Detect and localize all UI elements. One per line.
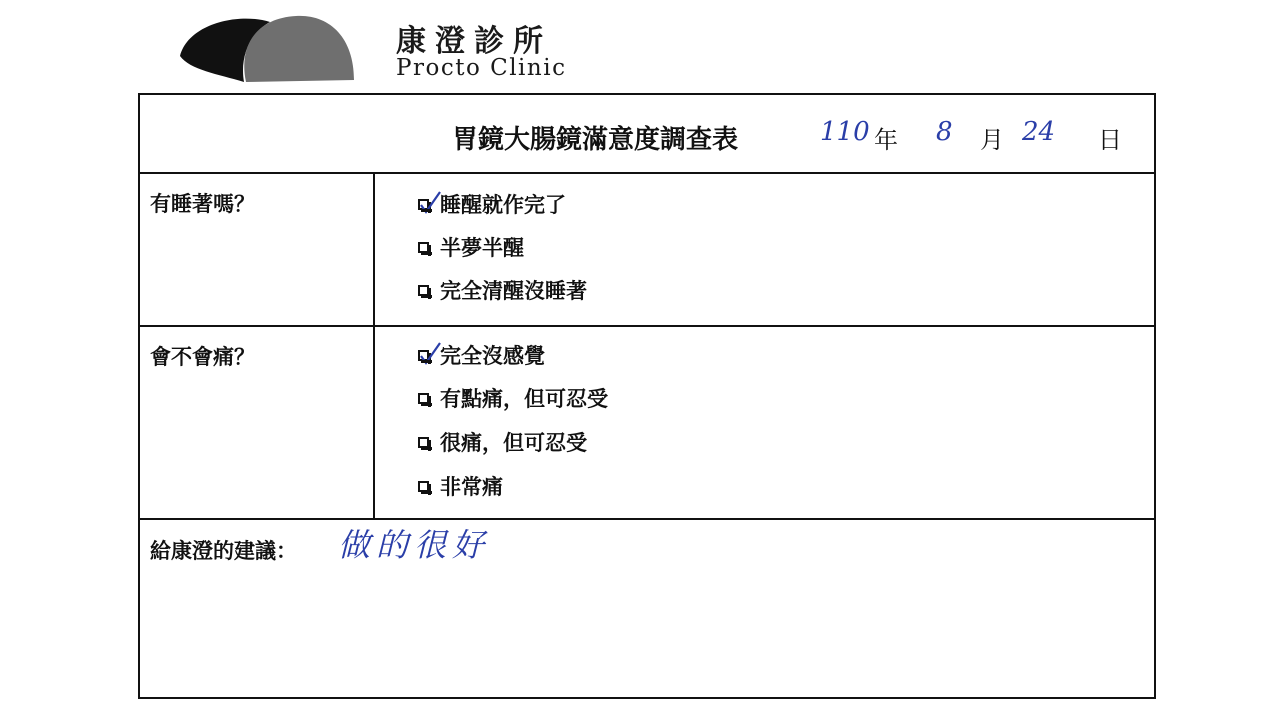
form-title: 胃鏡大腸鏡滿意度調查表 xyxy=(452,125,739,155)
option-item[interactable] xyxy=(418,189,566,219)
date-month-value: 8 xyxy=(936,117,953,147)
option-label: 半夢半醒 xyxy=(440,236,524,260)
survey-form xyxy=(138,93,1156,699)
clinic-name-english: Procto Clinic xyxy=(396,55,567,81)
date-day-value: 24 xyxy=(1022,117,1056,147)
date-month-label: 月 xyxy=(980,126,1004,154)
option-label: 睡醒就作完了 xyxy=(440,193,566,217)
checkmark-icon xyxy=(419,342,443,366)
column-divider xyxy=(373,325,375,518)
form-title-row xyxy=(140,95,1154,174)
question-label: 會不會痛？ xyxy=(150,345,255,369)
clinic-name-chinese: 康澄診所 xyxy=(396,24,552,59)
column-divider xyxy=(373,172,375,325)
date-year-label: 年 xyxy=(874,126,898,154)
checkbox[interactable] xyxy=(418,242,429,253)
checkbox[interactable] xyxy=(418,393,429,404)
option-item[interactable] xyxy=(418,275,587,305)
checkbox-checked[interactable] xyxy=(418,350,429,361)
date-day-label: 日 xyxy=(1098,126,1122,154)
option-item[interactable] xyxy=(418,471,503,501)
question-row-pain xyxy=(140,325,1154,520)
checkbox[interactable] xyxy=(418,481,429,492)
checkmark-icon xyxy=(419,191,443,215)
option-item[interactable] xyxy=(418,340,545,370)
question-label: 有睡著嗎？ xyxy=(150,192,255,216)
date-year-value: 110 xyxy=(820,117,870,147)
option-label: 有點痛，但可忍受 xyxy=(440,387,608,411)
suggestion-label: 給康澄的建議： xyxy=(150,539,297,563)
question-row-sleep xyxy=(140,172,1154,327)
checkbox-checked[interactable] xyxy=(418,199,429,210)
option-item[interactable] xyxy=(418,427,587,457)
option-label: 很痛，但可忍受 xyxy=(440,431,587,455)
option-label: 完全沒感覺 xyxy=(440,344,545,368)
suggestion-value[interactable]: 做的很好 xyxy=(338,526,491,564)
checkbox[interactable] xyxy=(418,437,429,448)
option-label: 完全清醒沒睡著 xyxy=(440,279,587,303)
option-item[interactable] xyxy=(418,383,608,413)
clinic-logo xyxy=(178,14,358,84)
checkbox[interactable] xyxy=(418,285,429,296)
option-item[interactable] xyxy=(418,232,524,262)
option-label: 非常痛 xyxy=(440,475,503,499)
